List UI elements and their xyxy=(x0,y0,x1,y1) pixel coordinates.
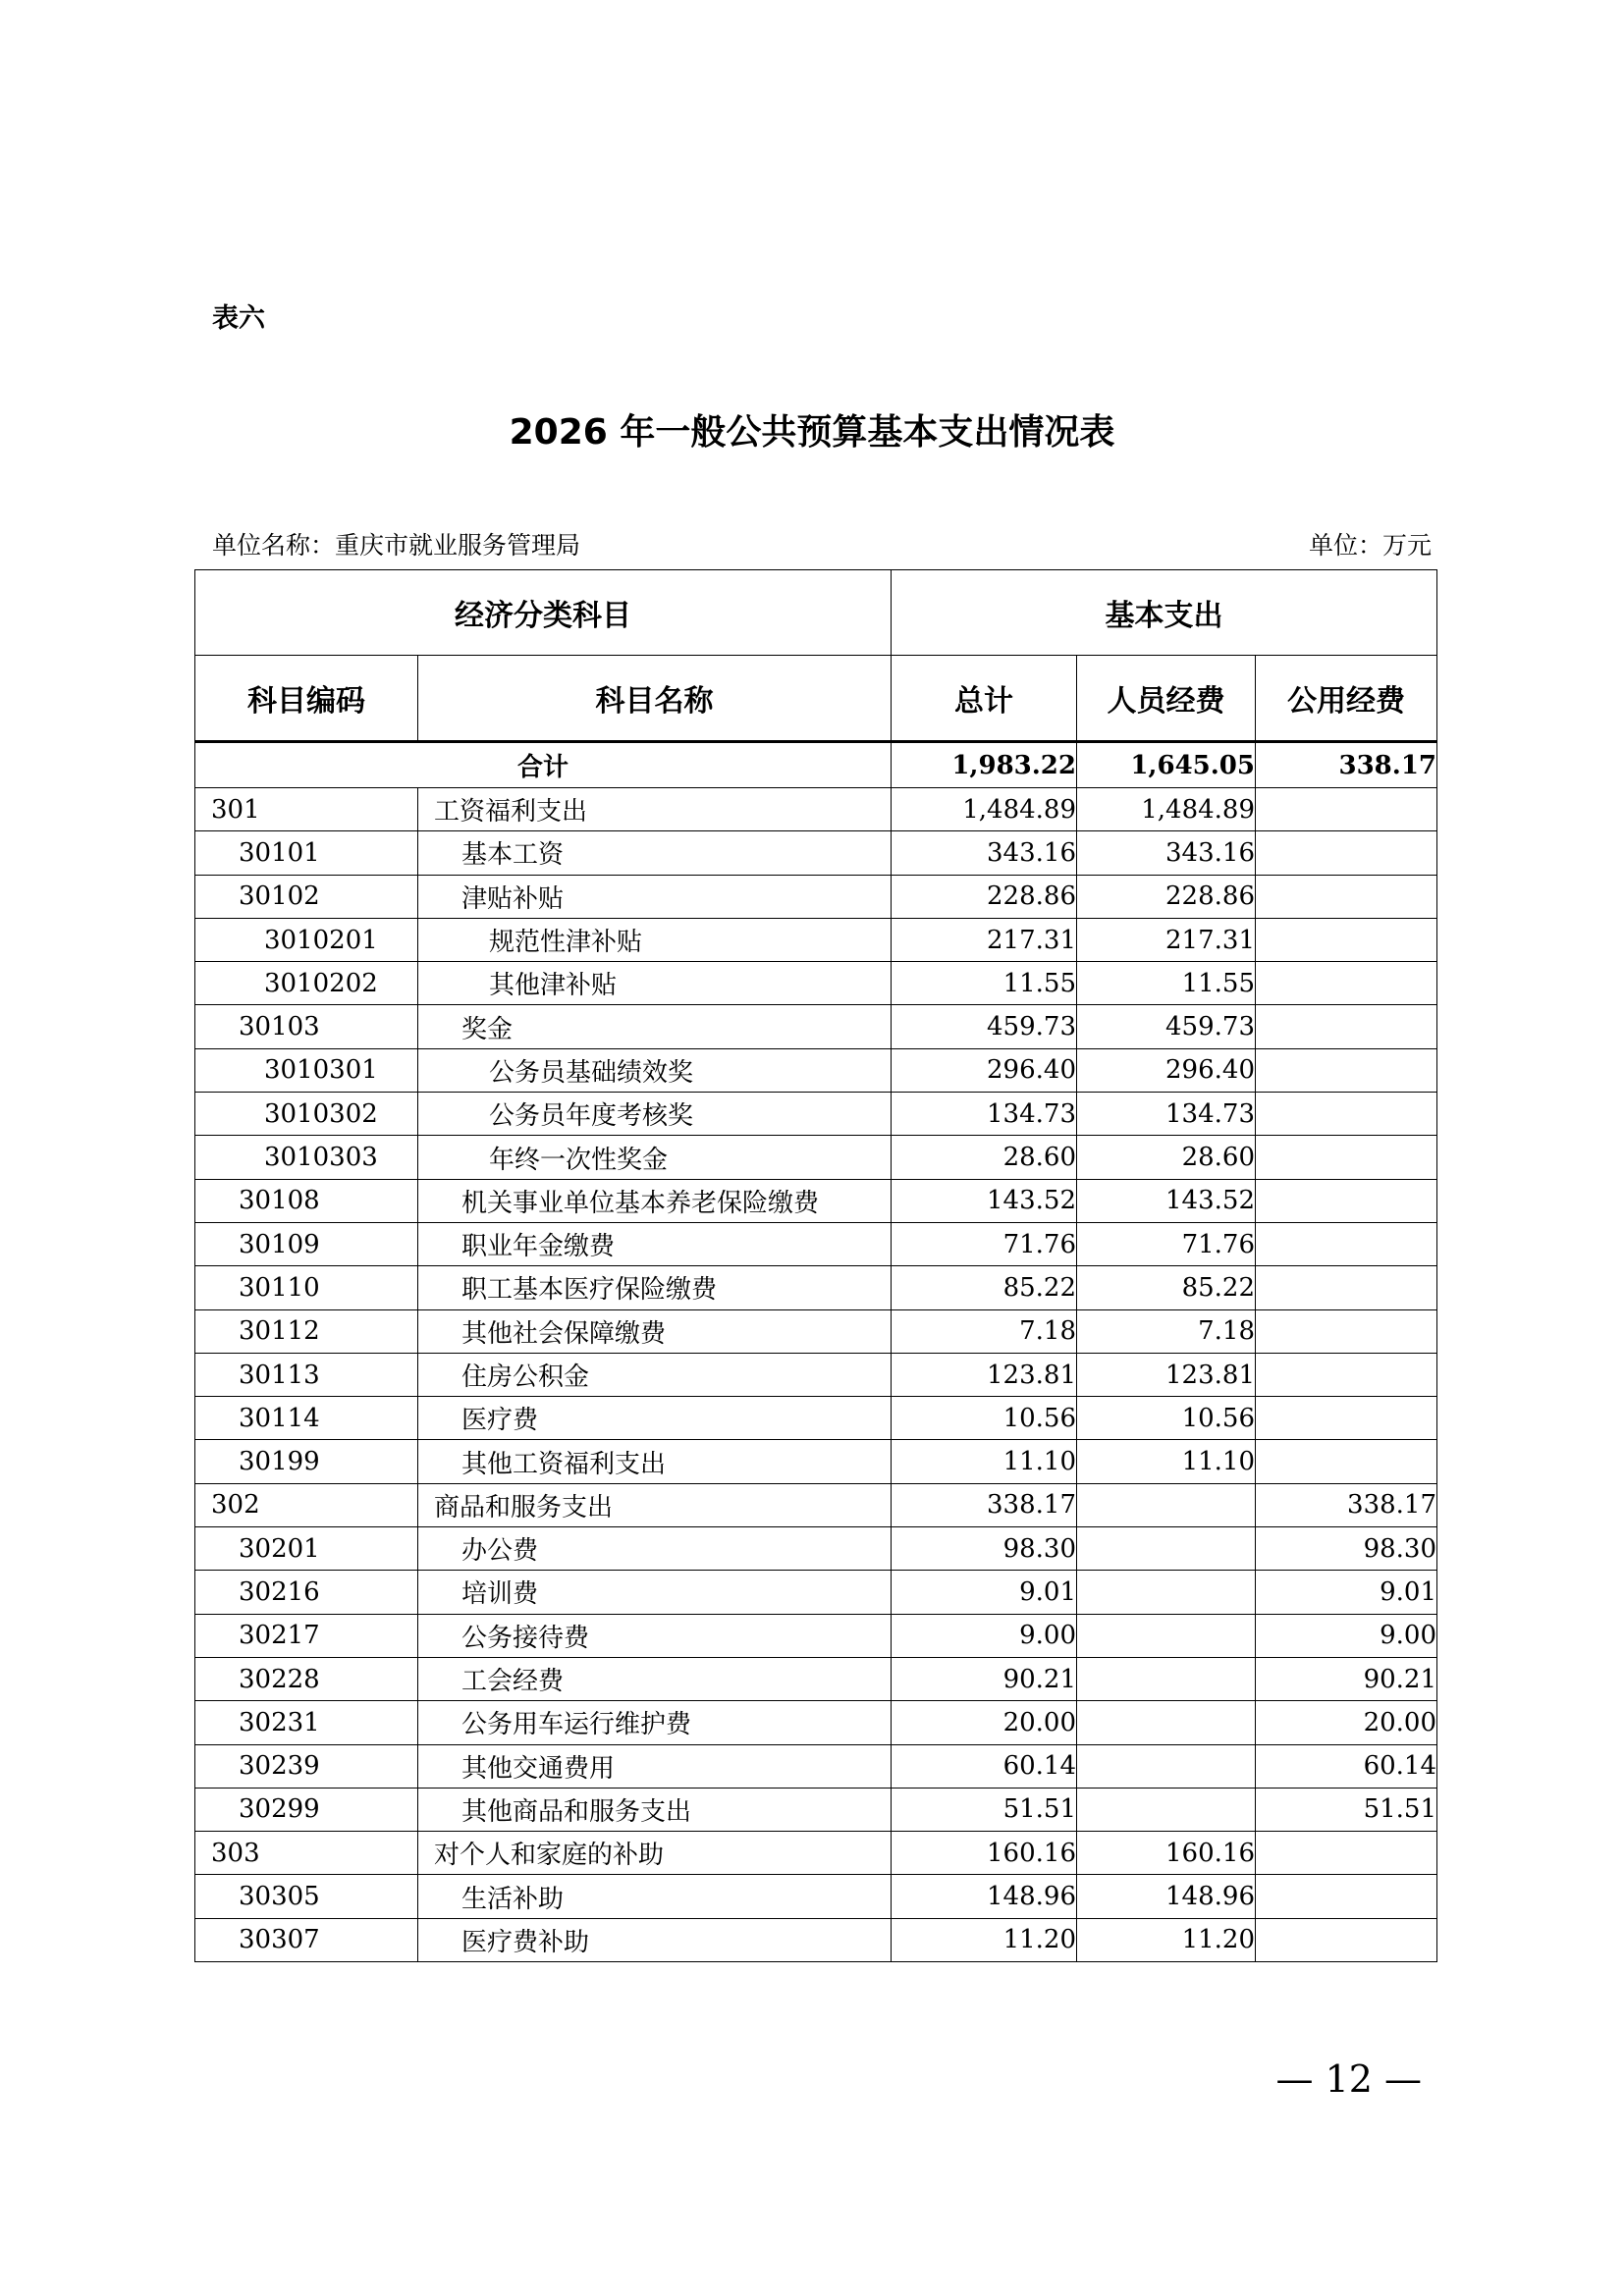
row-personnel xyxy=(1077,1483,1256,1526)
row-name: 公务用车运行维护费 xyxy=(418,1701,892,1744)
row-total: 60.14 xyxy=(892,1744,1077,1788)
row-name: 规范性津补贴 xyxy=(418,918,892,961)
row-code: 302 xyxy=(195,1483,418,1526)
row-name: 职业年金缴费 xyxy=(418,1222,892,1265)
row-personnel: 143.52 xyxy=(1077,1179,1256,1222)
table-row xyxy=(195,875,1437,918)
table-row xyxy=(195,962,1437,1005)
row-public xyxy=(1256,1222,1437,1265)
row-personnel: 7.18 xyxy=(1077,1309,1256,1353)
row-total: 217.31 xyxy=(892,918,1077,961)
row-public xyxy=(1256,1048,1437,1092)
row-public xyxy=(1256,1397,1437,1440)
row-name: 住房公积金 xyxy=(418,1353,892,1396)
header-personnel: 人员经费 xyxy=(1077,656,1256,742)
row-name: 职工基本医疗保险缴费 xyxy=(418,1266,892,1309)
row-public: 9.01 xyxy=(1256,1571,1437,1614)
header-basic-expenditure: 基本支出 xyxy=(892,570,1437,656)
row-code: 30239 xyxy=(195,1744,418,1788)
row-total: 90.21 xyxy=(892,1657,1077,1700)
row-public xyxy=(1256,1309,1437,1353)
row-total: 71.76 xyxy=(892,1222,1077,1265)
table-row xyxy=(195,1048,1437,1092)
total-personnel: 1,645.05 xyxy=(1077,742,1256,788)
table-row xyxy=(195,918,1437,961)
total-label: 合计 xyxy=(195,742,892,788)
header-name: 科目名称 xyxy=(418,656,892,742)
row-total: 9.01 xyxy=(892,1571,1077,1614)
row-code: 303 xyxy=(195,1832,418,1875)
row-personnel xyxy=(1077,1788,1256,1831)
row-public xyxy=(1256,1093,1437,1136)
row-public: 338.17 xyxy=(1256,1483,1437,1526)
row-total: 1,484.89 xyxy=(892,788,1077,831)
header-economic-category: 经济分类科目 xyxy=(195,570,892,656)
row-code: 30216 xyxy=(195,1571,418,1614)
unit-name: 单位名称：重庆市就业服务管理局 xyxy=(212,531,581,560)
row-code: 30103 xyxy=(195,1005,418,1048)
table-row xyxy=(195,1397,1437,1440)
row-personnel: 296.40 xyxy=(1077,1048,1256,1092)
total-public: 338.17 xyxy=(1256,742,1437,788)
row-personnel: 11.20 xyxy=(1077,1918,1256,1961)
row-name: 培训费 xyxy=(418,1571,892,1614)
row-total: 343.16 xyxy=(892,831,1077,875)
table-row xyxy=(195,1353,1437,1396)
table-row xyxy=(195,1179,1437,1222)
row-name: 医疗费 xyxy=(418,1397,892,1440)
total-total: 1,983.22 xyxy=(892,742,1077,788)
row-personnel: 10.56 xyxy=(1077,1397,1256,1440)
row-public: 98.30 xyxy=(1256,1527,1437,1571)
row-code: 30201 xyxy=(195,1527,418,1571)
row-code: 30299 xyxy=(195,1788,418,1831)
row-public: 9.00 xyxy=(1256,1614,1437,1657)
table-row xyxy=(195,1483,1437,1526)
row-total: 148.96 xyxy=(892,1875,1077,1918)
table-label: 表六 xyxy=(212,303,265,334)
row-total: 228.86 xyxy=(892,875,1077,918)
row-total: 7.18 xyxy=(892,1309,1077,1353)
table-row xyxy=(195,1571,1437,1614)
row-public xyxy=(1256,1440,1437,1483)
row-public xyxy=(1256,831,1437,875)
row-code: 30109 xyxy=(195,1222,418,1265)
row-code: 30110 xyxy=(195,1266,418,1309)
row-code: 301 xyxy=(195,788,418,831)
row-personnel: 123.81 xyxy=(1077,1353,1256,1396)
row-code: 30101 xyxy=(195,831,418,875)
header-total: 总计 xyxy=(892,656,1077,742)
page-number: — 12 — xyxy=(1275,2057,1422,2101)
row-total: 85.22 xyxy=(892,1266,1077,1309)
table-row xyxy=(195,1222,1437,1265)
row-total: 296.40 xyxy=(892,1048,1077,1092)
row-total: 9.00 xyxy=(892,1614,1077,1657)
row-name: 津贴补贴 xyxy=(418,875,892,918)
row-code: 3010202 xyxy=(195,962,418,1005)
row-public: 60.14 xyxy=(1256,1744,1437,1788)
row-personnel: 1,484.89 xyxy=(1077,788,1256,831)
row-code: 30305 xyxy=(195,1875,418,1918)
row-personnel: 85.22 xyxy=(1077,1266,1256,1309)
row-name: 奖金 xyxy=(418,1005,892,1048)
header-public: 公用经费 xyxy=(1256,656,1437,742)
row-public xyxy=(1256,1179,1437,1222)
row-personnel: 11.10 xyxy=(1077,1440,1256,1483)
row-personnel: 228.86 xyxy=(1077,875,1256,918)
row-total: 11.55 xyxy=(892,962,1077,1005)
total-row xyxy=(195,742,1437,788)
row-code: 3010301 xyxy=(195,1048,418,1092)
row-total: 338.17 xyxy=(892,1483,1077,1526)
table-row xyxy=(195,1918,1437,1961)
row-name: 办公费 xyxy=(418,1527,892,1571)
row-total: 51.51 xyxy=(892,1788,1077,1831)
row-name: 年终一次性奖金 xyxy=(418,1136,892,1179)
table-row xyxy=(195,1309,1437,1353)
row-name: 对个人和家庭的补助 xyxy=(418,1832,892,1875)
row-total: 123.81 xyxy=(892,1353,1077,1396)
row-total: 20.00 xyxy=(892,1701,1077,1744)
row-personnel: 134.73 xyxy=(1077,1093,1256,1136)
page-title: 2026 年一般公共预算基本支出情况表 xyxy=(509,412,1115,453)
row-public xyxy=(1256,918,1437,961)
row-code: 30108 xyxy=(195,1179,418,1222)
row-public xyxy=(1256,1918,1437,1961)
row-total: 11.10 xyxy=(892,1440,1077,1483)
row-name: 公务员基础绩效奖 xyxy=(418,1048,892,1092)
row-total: 143.52 xyxy=(892,1179,1077,1222)
row-code: 30114 xyxy=(195,1397,418,1440)
row-name: 生活补助 xyxy=(418,1875,892,1918)
unit-label: 单位：万元 xyxy=(1308,531,1432,560)
row-name: 其他工资福利支出 xyxy=(418,1440,892,1483)
row-name: 其他津补贴 xyxy=(418,962,892,1005)
row-code: 30112 xyxy=(195,1309,418,1353)
row-name: 公务接待费 xyxy=(418,1614,892,1657)
table-row xyxy=(195,1440,1437,1483)
table-row xyxy=(195,1744,1437,1788)
row-name: 工会经费 xyxy=(418,1657,892,1700)
row-public xyxy=(1256,875,1437,918)
row-total: 134.73 xyxy=(892,1093,1077,1136)
row-personnel xyxy=(1077,1701,1256,1744)
row-public xyxy=(1256,962,1437,1005)
row-public xyxy=(1256,1266,1437,1309)
row-code: 30307 xyxy=(195,1918,418,1961)
row-code: 30199 xyxy=(195,1440,418,1483)
table-row xyxy=(195,1614,1437,1657)
row-total: 10.56 xyxy=(892,1397,1077,1440)
row-name: 其他交通费用 xyxy=(418,1744,892,1788)
table-row xyxy=(195,1527,1437,1571)
row-code: 3010302 xyxy=(195,1093,418,1136)
row-personnel: 28.60 xyxy=(1077,1136,1256,1179)
row-personnel xyxy=(1077,1744,1256,1788)
budget-table xyxy=(194,569,1437,1962)
row-code: 30217 xyxy=(195,1614,418,1657)
row-public xyxy=(1256,788,1437,831)
row-total: 28.60 xyxy=(892,1136,1077,1179)
table-row xyxy=(195,1701,1437,1744)
row-name: 商品和服务支出 xyxy=(418,1483,892,1526)
table-row xyxy=(195,1875,1437,1918)
row-code: 3010201 xyxy=(195,918,418,961)
row-personnel: 148.96 xyxy=(1077,1875,1256,1918)
row-name: 公务员年度考核奖 xyxy=(418,1093,892,1136)
row-code: 30231 xyxy=(195,1701,418,1744)
row-total: 160.16 xyxy=(892,1832,1077,1875)
row-personnel: 160.16 xyxy=(1077,1832,1256,1875)
table-row xyxy=(195,1266,1437,1309)
row-public xyxy=(1256,1353,1437,1396)
row-personnel xyxy=(1077,1571,1256,1614)
row-code: 30102 xyxy=(195,875,418,918)
table-row xyxy=(195,1005,1437,1048)
row-total: 98.30 xyxy=(892,1527,1077,1571)
header-code: 科目编码 xyxy=(195,656,418,742)
row-name: 工资福利支出 xyxy=(418,788,892,831)
row-code: 30113 xyxy=(195,1353,418,1396)
row-name: 基本工资 xyxy=(418,831,892,875)
table-row xyxy=(195,788,1437,831)
row-code: 3010303 xyxy=(195,1136,418,1179)
row-personnel xyxy=(1077,1527,1256,1571)
row-name: 机关事业单位基本养老保险缴费 xyxy=(418,1179,892,1222)
row-public: 51.51 xyxy=(1256,1788,1437,1831)
row-public xyxy=(1256,1005,1437,1048)
row-public: 20.00 xyxy=(1256,1701,1437,1744)
table-row xyxy=(195,1093,1437,1136)
row-public xyxy=(1256,1136,1437,1179)
row-personnel xyxy=(1077,1657,1256,1700)
row-personnel: 71.76 xyxy=(1077,1222,1256,1265)
table-row xyxy=(195,1136,1437,1179)
table-row xyxy=(195,1832,1437,1875)
row-personnel: 459.73 xyxy=(1077,1005,1256,1048)
row-public xyxy=(1256,1832,1437,1875)
row-total: 459.73 xyxy=(892,1005,1077,1048)
row-personnel: 343.16 xyxy=(1077,831,1256,875)
row-total: 11.20 xyxy=(892,1918,1077,1961)
row-personnel: 11.55 xyxy=(1077,962,1256,1005)
table-row xyxy=(195,1657,1437,1700)
row-name: 其他商品和服务支出 xyxy=(418,1788,892,1831)
row-personnel xyxy=(1077,1614,1256,1657)
table-row xyxy=(195,831,1437,875)
row-code: 30228 xyxy=(195,1657,418,1700)
row-public xyxy=(1256,1875,1437,1918)
row-name: 其他社会保障缴费 xyxy=(418,1309,892,1353)
row-personnel: 217.31 xyxy=(1077,918,1256,961)
row-public: 90.21 xyxy=(1256,1657,1437,1700)
table-row xyxy=(195,1788,1437,1831)
row-name: 医疗费补助 xyxy=(418,1918,892,1961)
